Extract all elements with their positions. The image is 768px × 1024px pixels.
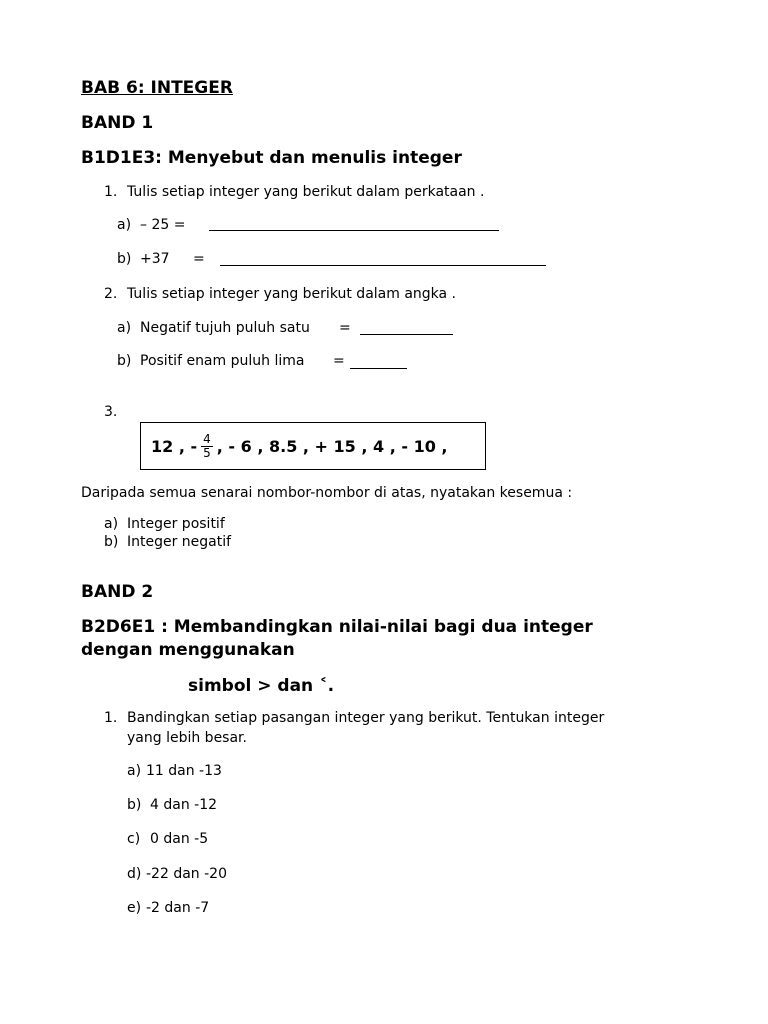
band1-objective: B1D1E3: Menyebut dan menulis integer — [81, 148, 462, 168]
q1a-text: – 25 = — [140, 217, 186, 233]
q1b-label: b) — [117, 251, 132, 267]
q2b-equals: = — [333, 353, 345, 369]
q2a-text: Negatif tujuh puluh satu — [140, 320, 310, 336]
band1-title: BAND 1 — [81, 113, 154, 133]
number-sequence — [151, 423, 447, 469]
q1-text: Tulis setiap integer yang berikut dalam perkataan . — [127, 184, 485, 200]
fraction — [201, 433, 213, 460]
compare-item-d-text: -22 dan -20 — [146, 866, 227, 882]
q3-instruction: Daripada semua senarai nombor-nombor di atas, nyatakan kesemua : — [81, 485, 573, 501]
band2-title: BAND 2 — [81, 582, 154, 602]
compare-item-a-text: 11 dan -13 — [146, 763, 222, 779]
q1b-answer-line[interactable] — [220, 265, 546, 266]
q3a-label: a) — [104, 516, 119, 532]
number-list-box — [140, 422, 486, 470]
q3b-label: b) — [104, 534, 119, 550]
sequence-end: , - 6 , 8.5 , + 15 , 4 , - 10 , — [216, 436, 448, 456]
q2b-text: Positif enam puluh lima — [140, 353, 305, 369]
band2-q1-number: 1. — [104, 710, 118, 726]
q3-number: 3. — [104, 404, 118, 420]
compare-item-d-label: d) — [127, 866, 142, 882]
fraction-numerator: 4 — [203, 431, 211, 446]
q1-number: 1. — [104, 184, 118, 200]
q3a-text: Integer positif — [127, 516, 225, 532]
q2-number: 2. — [104, 286, 118, 302]
sequence-start: 12 , - — [151, 436, 198, 456]
q2a-label: a) — [117, 320, 132, 336]
q1b-equals: = — [193, 251, 205, 267]
compare-item-c-text: 0 dan -5 — [150, 831, 209, 847]
q2b-answer-line[interactable] — [350, 368, 407, 369]
compare-item-a-label: a) — [127, 763, 142, 779]
compare-item-b-label: b) — [127, 797, 142, 813]
band2-q1-text-line2: yang lebih besar. — [127, 730, 247, 746]
q2a-equals: = — [339, 320, 351, 336]
chapter-title: BAB 6: INTEGER — [81, 78, 233, 98]
q2b-label: b) — [117, 353, 132, 369]
band2-objective-line1: B2D6E1 : Membandingkan nilai-nilai bagi dua integer — [81, 617, 593, 637]
q2a-answer-line[interactable] — [360, 334, 453, 335]
compare-item-e-text: -2 dan -7 — [146, 900, 210, 916]
compare-item-c-label: c) — [127, 831, 141, 847]
band2-objective-line2: dengan menggunakan — [81, 640, 295, 660]
compare-item-e-label: e) — [127, 900, 142, 916]
compare-item-b-text: 4 dan -12 — [150, 797, 218, 813]
band2-q1-text-line1: Bandingkan setiap pasangan integer yang berikut. Tentukan integer — [127, 710, 605, 726]
symbol-line: simbol > dan ˂. — [188, 676, 335, 696]
q1a-answer-line[interactable] — [209, 230, 499, 231]
fraction-denominator: 5 — [203, 445, 211, 460]
q3b-text: Integer negatif — [127, 534, 232, 550]
q2-text: Tulis setiap integer yang berikut dalam angka . — [127, 286, 457, 302]
q1a-label: a) — [117, 217, 132, 233]
q1b-text: +37 — [140, 251, 170, 267]
